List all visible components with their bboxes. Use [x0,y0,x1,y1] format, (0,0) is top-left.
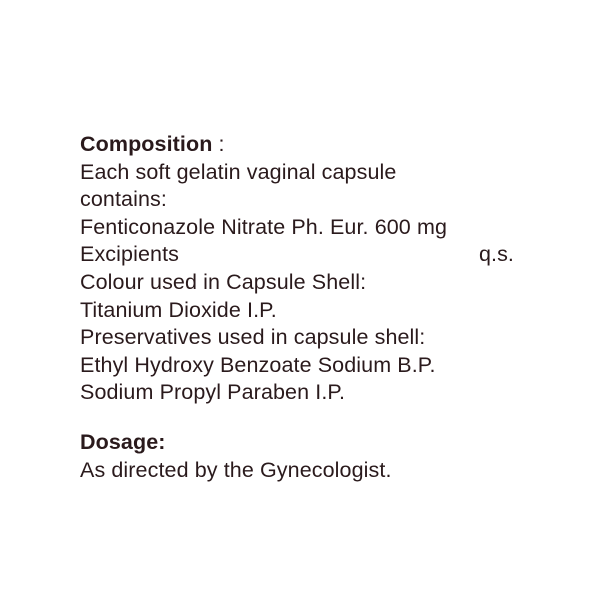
composition-line: Each soft gelatin vaginal capsule [80,159,397,184]
dosage-heading: Dosage: [80,430,166,454]
excipients-label: Excipients [80,242,179,267]
composition-line: Preservatives used in capsule shell: [80,325,426,350]
excipients-row [80,241,514,269]
composition-line: Colour used in Capsule Shell: [80,269,367,294]
composition-section [80,131,520,407]
composition-heading-colon: : [212,132,225,156]
composition-line: Ethyl Hydroxy Benzoate Sodium B.P. [80,352,436,377]
excipients-value: q.s. [478,242,514,267]
dosage-section [80,429,520,484]
composition-line: Fenticonazole Nitrate Ph. Eur. 600 mg [80,214,448,239]
composition-line: Titanium Dioxide I.P. [80,297,277,322]
composition-heading-text: Composition [80,132,213,156]
composition-line: Sodium Propyl Paraben I.P. [80,380,346,405]
composition-line: contains: [80,187,167,212]
composition-heading [80,131,520,159]
dosage-text: As directed by the Gynecologist. [80,457,392,482]
